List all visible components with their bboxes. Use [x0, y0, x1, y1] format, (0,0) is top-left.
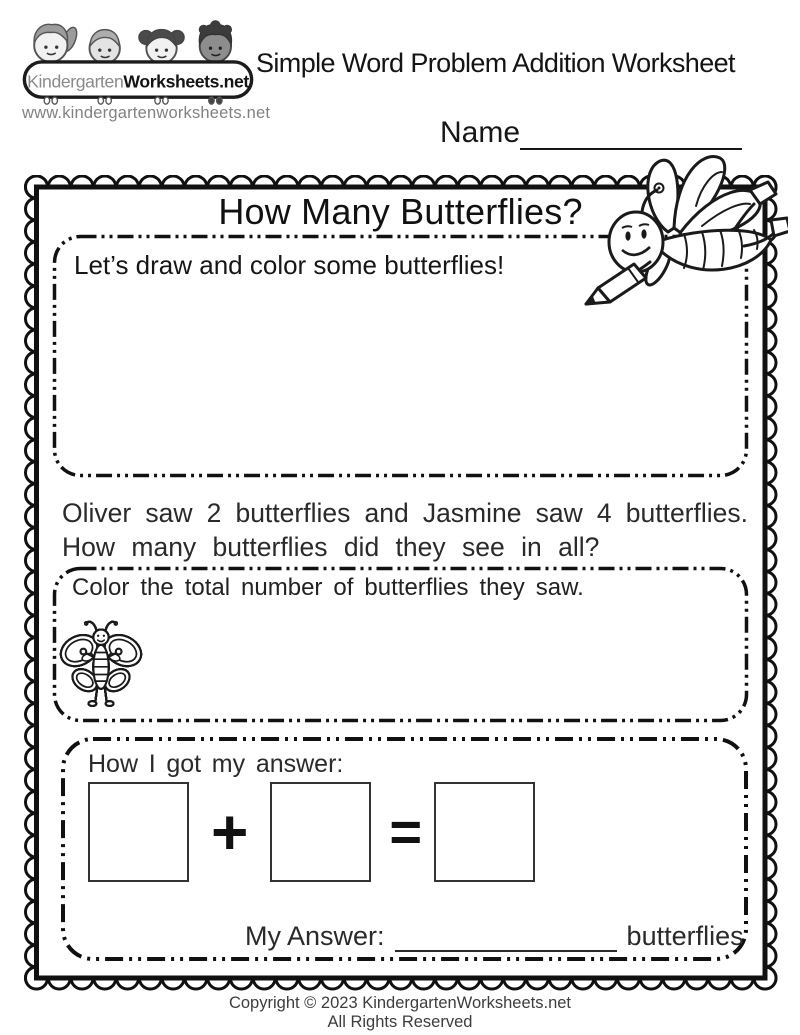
page-title: How Many Butterflies?: [218, 191, 583, 232]
draw-prompt: Let’s draw and color some butterflies!: [74, 250, 505, 280]
equals-sign: =: [389, 800, 423, 863]
logo-text: KindergartenWorksheets.net: [27, 71, 249, 92]
brand-logo: [18, 10, 258, 106]
name-blank-line[interactable]: [520, 114, 742, 150]
addend-1-box[interactable]: [88, 782, 189, 882]
answer-heading: How I got my answer:: [88, 750, 344, 778]
butterfly-icon: [59, 616, 143, 710]
copyright-text: Copyright © 2023 KindergartenWorksheets.net: [228, 994, 572, 1012]
logo-kid-3: [139, 30, 184, 64]
site-url: www.kindergartenworksheets.net: [22, 104, 271, 122]
worksheet-type-title: Simple Word Problem Addition Worksheet: [256, 48, 735, 78]
word-problem-line2: How many butterflies did they see in all?: [62, 532, 600, 562]
plus-sign: +: [211, 796, 249, 868]
rights-text: All Rights Reserved: [327, 1013, 473, 1031]
equation-row: [88, 782, 535, 882]
my-answer-label: My Answer:: [245, 921, 385, 951]
my-answer-blank[interactable]: [395, 920, 617, 952]
word-problem-line1: Oliver saw 2 butterflies and Jasmine saw 4 butterflies.: [62, 498, 748, 528]
butterfly-fairy-illustration: [584, 146, 788, 314]
my-answer-line: [245, 920, 744, 952]
addend-2-box[interactable]: [270, 782, 371, 882]
logo-kid-2: [90, 30, 120, 64]
name-label: Name: [440, 116, 521, 149]
color-prompt: Color the total number of butterflies they saw.: [72, 574, 584, 601]
footer: [0, 994, 800, 1032]
word-problem: [62, 496, 748, 564]
sum-box[interactable]: [434, 782, 535, 882]
logo-kid-4: [199, 20, 232, 62]
answer-box: [60, 736, 749, 962]
name-row: [440, 114, 742, 150]
color-butterflies-box: [52, 566, 749, 723]
answer-unit: butterflies: [626, 921, 744, 951]
logo-kid-1: [34, 24, 80, 62]
